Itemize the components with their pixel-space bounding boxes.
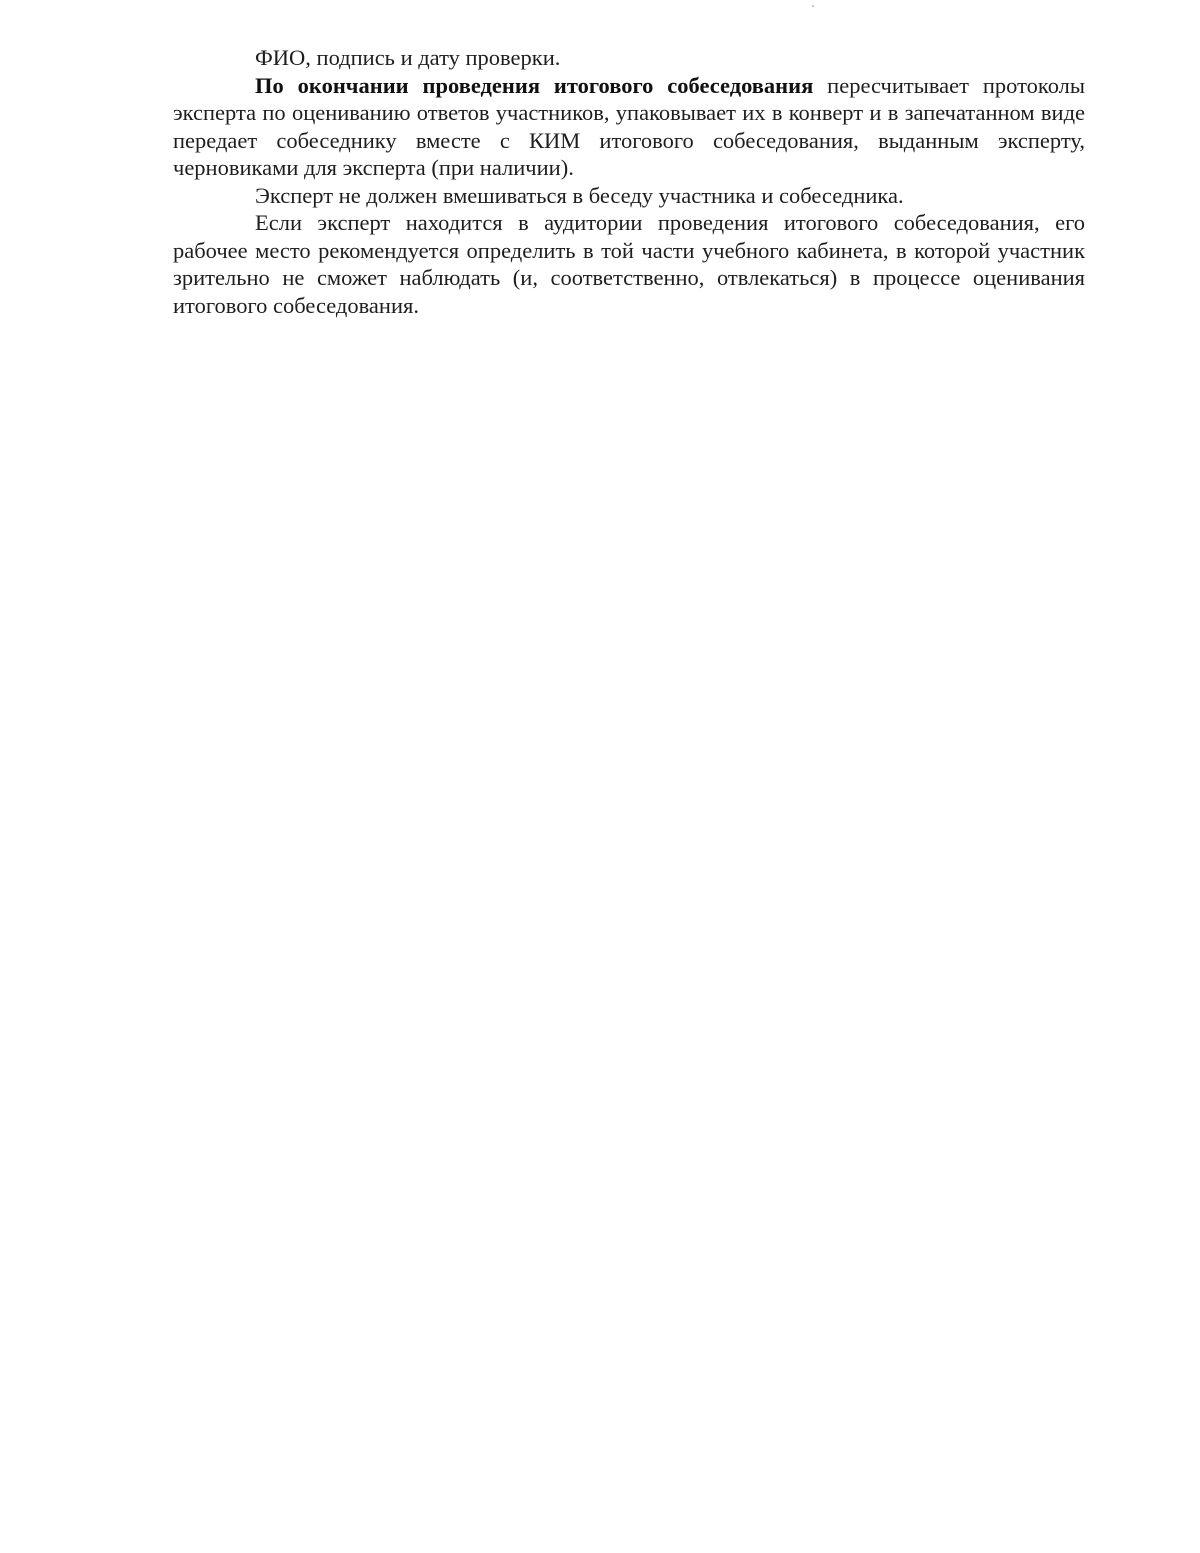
paragraph-text: ФИО, подпись и дату проверки.	[255, 45, 561, 70]
paragraph-workplace	[173, 209, 1085, 319]
paragraph-text: Эксперт не должен вмешиваться в беседу участника и собеседника.	[255, 182, 904, 208]
paragraph-text: пересчитывает протоколы эксперта по оцениванию ответов участников, упаковывает их в конверт и в запечатанном виде передает собеседнику вместе с КИМ итогового собеседования, выданным эксперту, черновиками для эксперта (при наличии).	[173, 72, 1085, 180]
paragraph-fio	[173, 44, 1085, 72]
paragraph-no-interference	[173, 182, 1085, 210]
paragraph-after-interview	[173, 72, 1085, 182]
paragraph-bold-lead: По окончании проведения итогового собеседования	[255, 72, 814, 98]
document-body	[173, 44, 1085, 319]
paragraph-text: Если эксперт находится в аудитории проведения итогового собеседования, его рабочее место рекомендуется определить в той части учебного кабинета, в которой участник зрительно не сможет наблюдать (и, соответственно, отвлекаться) в процессе оценивания итогового собеседования.	[173, 210, 1085, 318]
scan-speck	[812, 5, 814, 7]
